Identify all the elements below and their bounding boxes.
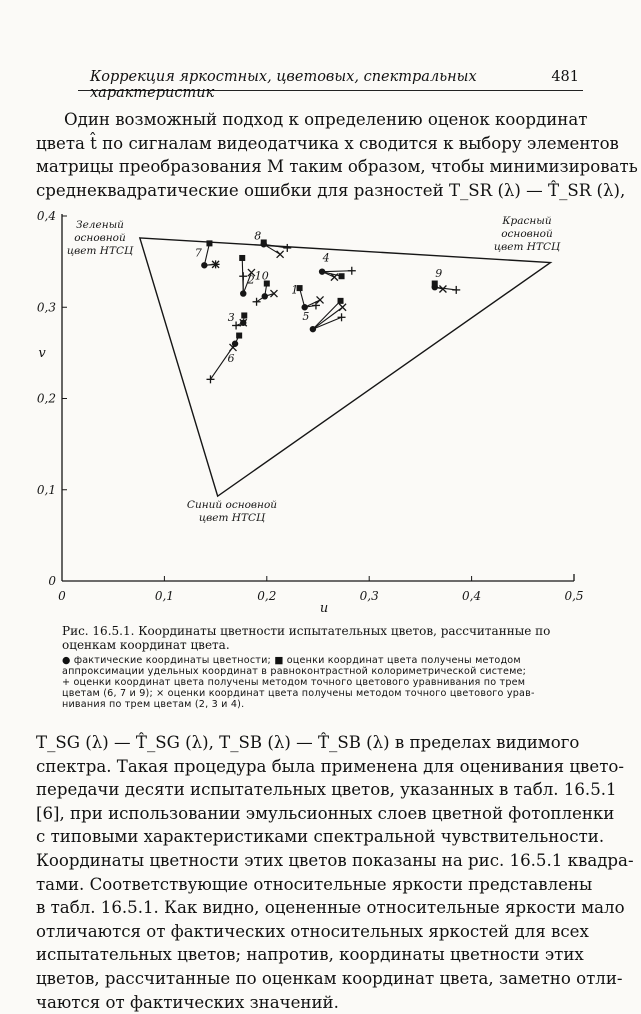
chromaticity-figure [22,202,592,622]
green-primary-label: цвет НТСЦ [66,245,134,257]
body-line: с типовыми характеристиками спектральной чувствительности. [36,827,605,847]
legend-line: аппроксимации удельных координат в равноконтрастной колориметрической системе; [62,666,527,677]
body-paragraph [36,731,634,1014]
plus-estimate [206,375,214,383]
body-line: тами. Соответствующие относительные яркости представлены [36,874,593,894]
plus-estimate [239,272,247,280]
blue-primary-label: Синий основной [186,499,278,511]
intro-paragraph [36,108,638,202]
x-tick-label: 0,3 [359,589,379,603]
color-label: 2 [247,273,255,287]
x-tick-label: 0,4 [462,589,482,603]
body-line: чаются от фактических значений. [36,992,339,1012]
x-axis-label: u [319,601,329,616]
plus-estimate [452,286,460,294]
connector-line [204,243,209,265]
square-estimate [261,239,267,245]
body-line: отличаются от фактических относительных яркостей для всех [36,921,589,941]
caption-line: оценкам координат цвета. [62,638,230,652]
green-primary-label: Зеленый [76,219,124,231]
body-line: Координаты цветности этих цветов показаны на рис. 16.5.1 квадра- [36,850,634,870]
body-line: цветов, рассчитанные по оценкам координат цвета, заметно отли- [36,968,623,988]
legend-line: ● фактические координаты цветности; ■ оценки координат цвета получены методом [62,655,521,666]
x-tick-label: 0,1 [154,589,174,603]
ntsc-gamut-triangle [140,238,551,496]
connector-line [322,271,352,272]
blue-primary-label: цвет НТСЦ [198,512,266,524]
color-label: 10 [254,269,269,283]
body-line: испытательных цветов; напротив, координаты цветности этих [36,945,584,965]
x-tick-label: 0,5 [564,589,584,603]
legend-line: цветам (6, 7 и 9); × оценки координат цвета получены методом точного цветового урав- [62,688,535,699]
intro-line: Один возможный подход к определению оценок координат [64,110,588,129]
running-head [78,68,583,101]
actual-point [262,293,268,299]
page-number: 481 [551,69,579,85]
intro-line: цвета t̂ по сигналам видеодатчика x сводится к выбору элементов [36,133,619,153]
color-label: 9 [435,267,443,281]
color-label: 7 [194,246,202,260]
actual-point [310,326,316,332]
y-axis-label: v [38,345,46,361]
plus-estimate [338,313,346,321]
legend-line: + оценки координат цвета получены методом точного цветового уравнивания по трем [62,677,526,688]
cross-estimate [317,296,324,303]
color-label: 3 [227,310,235,324]
y-tick-label: 0,1 [36,482,56,497]
square-estimate [339,273,345,279]
actual-point [201,262,207,268]
color-label: 1 [291,283,299,297]
cross-estimate [270,290,277,297]
square-estimate [236,333,242,339]
caption-line: Рис. 16.5.1. Координаты цветности испытательных цветов, рассчитанные по [62,624,551,638]
square-estimate [241,312,247,318]
color-label: 4 [322,251,330,265]
figure-legend [62,655,584,710]
body-line: в табл. 16.5.1. Как видно, оцененные относительные яркости мало [36,898,625,918]
plus-estimate [348,267,356,275]
figure-caption [62,624,584,652]
square-estimate [206,240,212,246]
y-tick-label: 0 [48,574,56,588]
color-label: 5 [302,310,310,324]
green-primary-label: основной [74,232,126,244]
body-line: спектра. Такая процедура была применена для оценивания цвето- [36,756,624,776]
plus-estimate [283,244,291,252]
cross-estimate [339,304,346,311]
actual-point [319,268,325,274]
color-label: 6 [227,351,235,365]
square-estimate [432,281,438,287]
red-primary-label: Красный [502,215,552,227]
body-line: [6], при использовании эмульсионных слоев цветной фотопленки [36,803,615,823]
y-tick-label: 0,4 [36,209,56,223]
body-line: передачи десяти испытательных цветов, указанных в табл. 16.5.1 [36,780,617,800]
color-label: 8 [254,229,262,243]
legend-line: нивания по трем цветам (2, 3 и 4). [62,699,245,710]
ntsc-triangle [67,215,561,524]
body-line: T_SG (λ) — T̂_SG (λ), T_SB (λ) — T̂_SB (λ) в пределах видимого [36,733,580,752]
intro-line: матрицы преобразования M таким образом, чтобы минимизировать [36,157,638,177]
plus-estimate [253,298,261,306]
square-estimate [338,298,344,304]
intro-line: среднеквадратические ошибки для разностей T_SR (λ) — T̂_SR (λ), [36,180,626,200]
axes [37,209,584,616]
red-primary-label: цвет НТСЦ [493,241,561,253]
square-estimate [239,255,245,261]
x-tick-label: 0 [58,589,66,603]
y-tick-label: 0,3 [36,300,56,315]
data-marks [195,229,460,383]
x-tick-label: 0,2 [257,589,277,603]
actual-point [240,290,246,296]
red-primary-label: основной [501,228,553,240]
y-tick-label: 0,2 [36,391,56,406]
cross-estimate [277,251,284,258]
running-title: Коррекция яркостных, цветовых, спектральных характеристик [90,69,477,101]
